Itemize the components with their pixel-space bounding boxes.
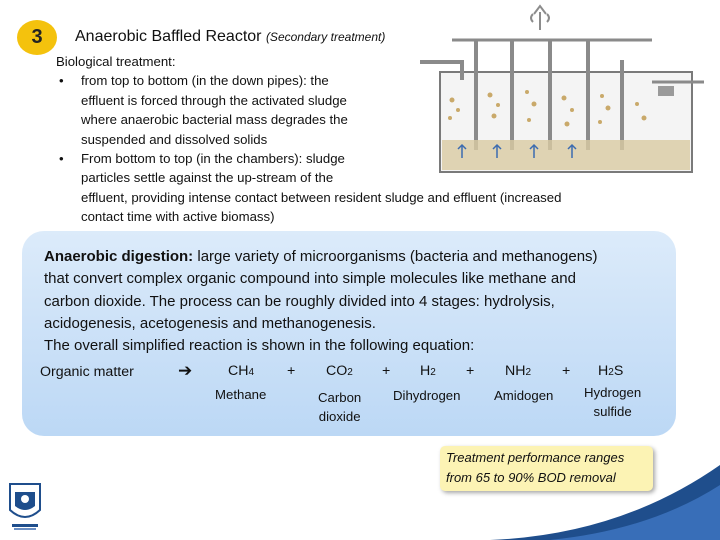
title-main: Anaerobic Baffled Reactor [75,28,262,45]
product-h2-formula: H2 [420,363,436,379]
product-h2s-name: Hydrogen sulfide [584,385,642,419]
plus-sign: + [562,363,571,379]
product-nh2-name: Amidogen [494,388,554,403]
title-subtitle: (Secondary treatment) [265,30,386,44]
baffled-reactor-diagram [412,0,712,180]
outlet-pump-icon [658,86,674,96]
sludge-layer [442,140,690,170]
digestion-line-4: acidogenesis, acetogenesis and methanogenesis. [44,314,376,332]
plus-sign: + [466,363,475,379]
performance-line-2: from 65 to 90% BOD removal [446,469,616,485]
product-nh2-formula: NH2 [505,363,532,379]
decorative-corner-shape [490,465,720,540]
plus-sign: + [382,363,391,379]
bullet-2: • [59,151,64,167]
bio-item2-line2: particles settle against the up-stream of the [81,170,334,186]
bio-item2-line4: contact time with active biomass) [81,209,275,225]
bullet-1: • [59,73,64,89]
performance-line-1: Treatment performance ranges [446,450,625,465]
digestion-line-5: The overall simplified reaction is shown in the following equation: [44,337,475,355]
bio-item2-line3: effluent, providing intense contact between resident sludge and effluent (increased [81,189,562,205]
digestion-line-1: large variety of microorganisms (bacteria and methanogens) [193,248,598,265]
plus-sign: + [287,363,296,379]
slide-number: 3 [31,26,43,48]
reaction-arrow-icon: ➔ [178,361,193,380]
slide-title [75,28,385,46]
digestion-lead: Anaerobic digestion: [44,248,194,265]
bio-item1-line3: where anaerobic bacterial mass degrades the [81,112,348,128]
bio-item1-line2: effluent is forced through the activated sludge [81,92,347,108]
gas-outlet-icon [531,6,549,30]
product-h2s-formula: H2S [598,363,624,379]
product-ch4-name: Methane [215,387,267,402]
bio-item2-line1: From bottom to top (in the chambers): sludge [81,151,345,167]
bio-item1-line4: suspended and dissolved solids [81,131,268,147]
institution-logo-icon [6,480,44,532]
product-co2-formula: CO2 [326,363,353,379]
bio-item1-line1: from top to bottom (in the down pipes): the [81,73,329,89]
slide-number-badge [17,20,57,55]
biological-heading: Biological treatment: [56,54,176,69]
product-co2-name: Carbon dioxide [318,390,362,424]
product-h2-name: Dihydrogen [393,388,461,403]
digestion-line-3: carbon dioxide. The process can be roughly divided into 4 stages: hydrolysis, [44,292,555,310]
product-ch4-formula: CH4 [228,363,255,379]
anaerobic-digestion-text [44,246,598,357]
reactant-organic-matter: Organic matter [40,364,134,380]
digestion-line-2: that convert complex organic compound into simple molecules like methane and [44,270,576,288]
